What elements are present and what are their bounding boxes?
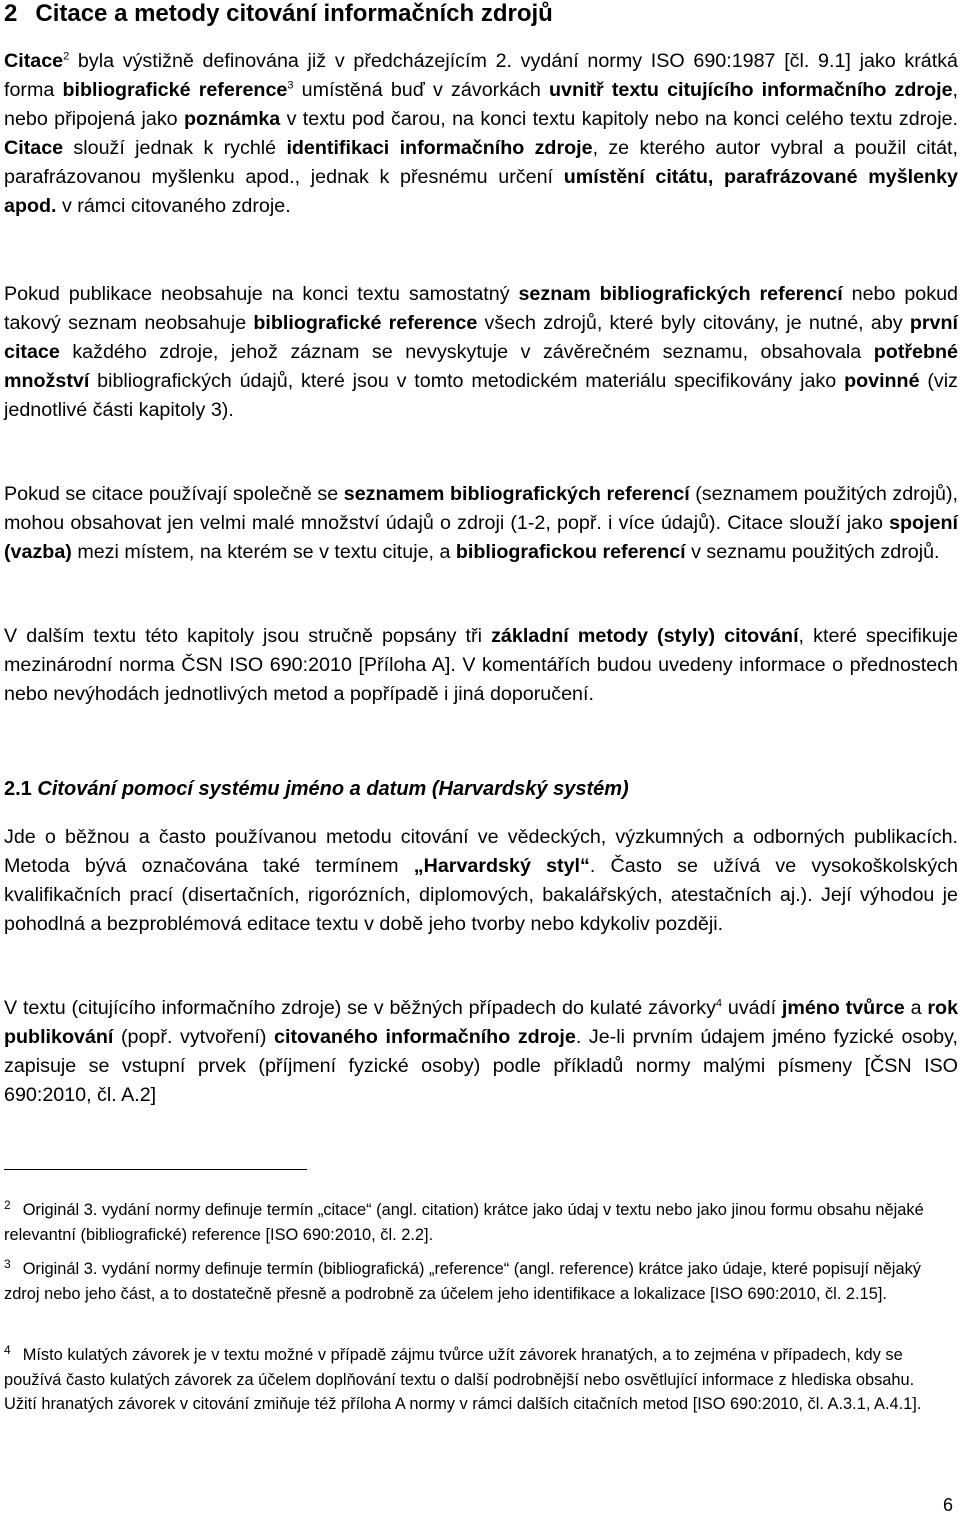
text: každého zdroje, jehož záznam se nevyskytuje v závěrečném seznamu, obsahovala: [59, 341, 874, 363]
bold-term: citovaného informačního zdroje: [274, 1026, 576, 1048]
bold-term: poznámka: [183, 108, 281, 130]
text: mezi místem, na kterém se v textu cituje, a: [71, 541, 456, 563]
bold-term: základní metody (styly) citování: [491, 625, 799, 647]
text: v seznamu použitých zdrojů.: [685, 541, 940, 563]
footnote-ref-4[interactable]: 4: [715, 997, 723, 1010]
subsection-heading: [4, 775, 629, 803]
footnote-text: Originál 3. vydání normy definuje termín (bibliografická) „reference“ (angl. reference) krátce jako údaje, které popisují nějaký zdroj nebo jeho část, a to dostatečně přesně a podrobně za účelem jeho identifikace a lokalizace [ISO 690:2010, čl. 2.15].: [4, 1260, 921, 1303]
text: . Je-li prvním údajem jméno fyzické osoby, zapisuje se vstupní prvek (příjmení fyzické osoby) podle příkladů normy malými písmeny [ČSN ISO 690:2010, čl. A.2]: [4, 1026, 958, 1106]
text: (viz jednotlivé části kapitoly 3).: [4, 370, 958, 421]
text: . Často se užívá ve vysokoškolských kvalifikačních prací (disertačních, rigorózních, diplomových, bakalářských, atestačních aj.). Její výhodou je pohodlná a bezproblémová editace textu v době jeho tvorby nebo kdykoliv později.: [4, 855, 958, 935]
footnote-4: [4, 1338, 944, 1417]
bold-term: spojení (vazba): [4, 512, 958, 563]
bold-term: povinné: [844, 370, 920, 392]
bold-term: první citace: [4, 312, 958, 363]
text: Jde o běžnou a často používanou metodu citování ve vědeckých, výzkumných a odborných publikacích. Metoda bývá označována také termínem: [4, 826, 958, 877]
text: uvádí: [722, 997, 782, 1019]
paragraph-citation-definition: [4, 47, 958, 221]
bold-term: bibliografickou referencí: [455, 541, 686, 563]
footnote-number: 4: [4, 1343, 11, 1357]
bold-term: „Harvardský styl“: [413, 855, 590, 877]
text: nebo pokud takový seznam neobsahuje: [4, 283, 958, 334]
bold-term: Citace: [4, 137, 64, 159]
text: umístěná buď v závorkách: [293, 79, 549, 101]
text: (seznamem použitých zdrojů), mohou obsahovat jen velmi malé množství údajů o zdroji (1-2, popř. i více údajů). Citace slouží jako: [4, 483, 958, 534]
text: , které specifikuje mezinárodní norma ČSN ISO 690:2010 [Příloha A]. V komentářích budou uvedeny informace o přednostech nebo nevýhodách jednotlivých metod a popřípadě i jiná doporučení.: [4, 625, 958, 705]
text: byla výstižně definována již v předcházejícím 2. vydání normy ISO 690:1987 [čl. 9.1] jako krátká forma: [4, 50, 958, 101]
text: (popř. vytvoření): [113, 1026, 275, 1048]
bold-term: umístění citátu, parafrázované myšlenky apod.: [4, 166, 958, 217]
bold-term: bibliografické reference: [62, 79, 288, 101]
paragraph-harvard-intro: [4, 823, 958, 939]
text: , ze kterého autor vybral a použil citát, parafrázovanou myšlenku apod., jednak k přesnému určení: [4, 137, 958, 188]
text: bibliografických údajů, které jsou v tomto metodickém materiálu specifikovány jako: [89, 370, 845, 392]
bold-term: jméno tvůrce: [781, 997, 905, 1019]
text: všech zdrojů, které byly citovány, je nutné, aby: [477, 312, 910, 334]
text: a: [904, 997, 928, 1019]
bold-term: identifikaci informačního zdroje: [286, 137, 593, 159]
bold-term: seznam bibliografických referencí: [518, 283, 843, 305]
text: Pokud se citace používají společně se: [4, 483, 344, 505]
paragraph-citation-link: [4, 480, 958, 567]
bold-term: uvnitř textu citujícího informačního zdroje: [548, 79, 953, 101]
bold-term: bibliografické reference: [253, 312, 478, 334]
subsection-title: Citování pomocí systému jméno a datum (Harvardský systém): [31, 778, 629, 800]
footnote-text: Originál 3. vydání normy definuje termín „citace“ (angl. citation) krátce jako údaj v textu nebo jako jinou formu obsahu nějaké relevantní (bibliografické) reference [ISO 690:2010, čl. 2.2].: [4, 1201, 924, 1244]
footnote-number: 2: [4, 1198, 11, 1212]
section-title: Citace a metody citování informačních zdrojů: [35, 0, 553, 27]
text: v textu pod čarou, na konci textu kapitoly nebo na konci celého textu zdroje.: [280, 108, 958, 130]
footnote-number: 3: [4, 1257, 11, 1271]
page-number: 6: [943, 1495, 954, 1515]
text: , nebo připojená jako: [4, 79, 958, 130]
subsection-number: 2.1: [4, 778, 32, 800]
footnote-text: Místo kulatých závorek je v textu možné v případě zájmu tvůrce užít závorek hranatých, a to zejména v případech, kdy se používá často kulatých závorek za účelem doplňování textu o další podrobnější nebo osvětlující informace z hlediska obsahu. Užití hranatých závorek v citování zmiňuje též příloha A normy v rámci dalších citačních metod [ISO 690:2010, čl. A.3.1, A.4.1].: [4, 1346, 922, 1413]
footnote-2: [4, 1193, 944, 1247]
footnote-3: [4, 1252, 944, 1306]
paragraph-first-citation: [4, 280, 958, 425]
bold-term: potřebné množství: [4, 341, 958, 392]
section-heading: [4, 0, 553, 30]
text: V dalším textu této kapitoly jsou stručně popsány tři: [4, 625, 492, 647]
footnote-ref-3[interactable]: 3: [287, 79, 294, 92]
text: slouží jednak k rychlé: [63, 137, 287, 159]
text: V textu (citujícího informačního zdroje) se v běžných případech do kulaté závorky: [4, 997, 716, 1019]
bold-term: Citace: [4, 50, 64, 72]
bold-term: rok publikování: [4, 997, 959, 1048]
section-number: 2: [4, 0, 18, 27]
text: v rámci citovaného zdroje.: [56, 195, 291, 217]
footnote-ref-2[interactable]: 2: [63, 50, 70, 63]
footnote-separator: [4, 1169, 307, 1170]
text: Pokud publikace neobsahuje na konci textu samostatný: [4, 283, 519, 305]
paragraph-citation-methods: [4, 622, 958, 709]
paragraph-harvard-usage: [4, 994, 958, 1110]
bold-term: seznamem bibliografických referencí: [343, 483, 690, 505]
